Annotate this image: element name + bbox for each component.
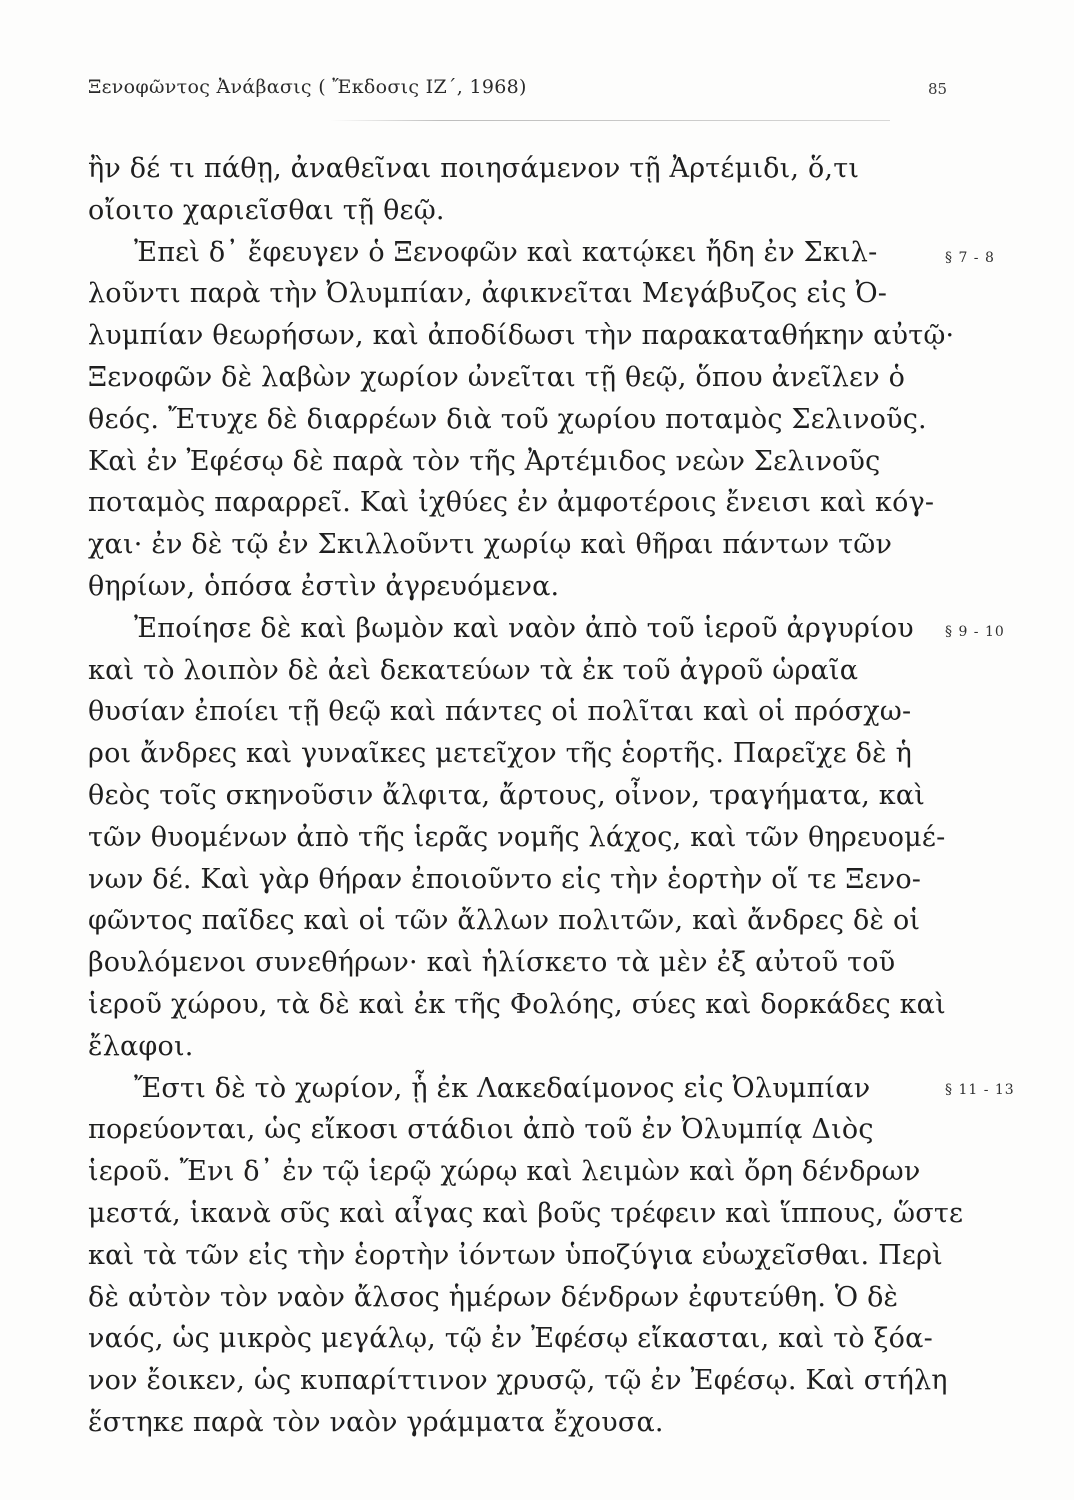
text-line: πορεύονται, ὡς εἴκοσι στάδιοι ἀπὸ τοῦ ἐν Ὀλυμπίᾳ Διὸς — [88, 1114, 874, 1146]
text-line: θηρίων, ὁπόσα ἐστὶν ἀγρευόμενα. — [88, 570, 560, 602]
text-line: ἢν δέ τι πάθῃ, ἀναθεῖναι ποιησάμενον τῇ Ἀρτέμιδι, ὅ,τι — [88, 153, 860, 184]
text-line: θυσίαν ἐποίει τῇ θεῷ καὶ πάντες οἱ πολῖται καὶ οἱ πρόσχω- — [88, 696, 912, 728]
text-line: μεστά, ἱκανὰ σῦς καὶ αἶγας καὶ βοῦς τρέφειν καὶ ἵππους, ὥστε — [88, 1197, 964, 1229]
text-line: λυμπίαν θεωρήσων, καὶ ἀποδίδωσι τὴν παρακαταθήκην αὐτῷ· — [88, 320, 955, 352]
text-line: οἴοιτο χαριεῖσθαι τῇ θεῷ. — [88, 194, 445, 226]
page-number: 85 — [928, 80, 948, 98]
text-line: ἱεροῦ. Ἔνι δ᾽ ἐν τῷ ἱερῷ χώρῳ καὶ λειμὼν καὶ ὄρη δένδρων — [88, 1156, 921, 1188]
text-line: Ἐποίησε δὲ καὶ βωμὸν καὶ ναὸν ἀπὸ τοῦ ἱεροῦ ἀργυρίου — [134, 612, 914, 644]
text-line: καὶ τὸ λοιπὸν δὲ ἀεὶ δεκατεύων τὰ ἐκ τοῦ ἀγροῦ ὡραῖα — [88, 654, 859, 686]
text-line: ἔλαφοι. — [88, 1030, 194, 1062]
body-text — [88, 148, 964, 1444]
text-line: λοῦντι παρὰ τὴν Ὀλυμπίαν, ἀφικνεῖται Μεγάβυζος εἰς Ὀ- — [88, 278, 888, 310]
text-line: νον ἔοικεν, ὡς κυπαρίττινον χρυσῷ, τῷ ἐν Ἐφέσῳ. Καὶ στήλη — [88, 1365, 948, 1397]
text-line: φῶντος παῖδες καὶ οἱ τῶν ἄλλων πολιτῶν, καὶ ἄνδρες δὲ οἱ — [88, 905, 921, 937]
running-title: Ξενοφῶντος Ἀνάβασις ( Ἔκδοσις ΙΖ΄, 1968) — [88, 76, 527, 98]
text-line: Καὶ ἐν Ἐφέσῳ δὲ παρὰ τὸν τῆς Ἀρτέμιδος νεὼν Σελινοῦς — [88, 445, 881, 477]
text-line: ναός, ὡς μικρὸς μεγάλῳ, τῷ ἐν Ἐφέσῳ εἴκασται, καὶ τὸ ξόα- — [88, 1323, 933, 1355]
text-line: τῶν θυομένων ἀπὸ τῆς ἱερᾶς νομῆς λάχος, καὶ τῶν θηρευομέ- — [88, 821, 946, 853]
text-line: βουλόμενοι συνεθήρων· καὶ ἡλίσκετο τὰ μὲν ἐξ αὐτοῦ τοῦ — [88, 947, 896, 979]
text-line: ἱεροῦ χώρου, τὰ δὲ καὶ ἐκ τῆς Φολόης, σύες καὶ δορκάδες καὶ — [88, 988, 946, 1020]
text-line: ροι ἄνδρες καὶ γυναῖκες μετεῖχον τῆς ἑορτῆς. Παρεῖχε δὲ ἡ — [88, 738, 912, 770]
text-line: νων δέ. Καὶ γὰρ θήραν ἐποιοῦντο εἰς τὴν ἑορτὴν οἵ τε Ξενο- — [88, 863, 922, 895]
margin-section-note: § 9 - 10 — [945, 624, 1005, 640]
text-line: Ἔστι δὲ τὸ χωρίον, ᾗ ἐκ Λακεδαίμονος εἰς Ὀλυμπίαν — [134, 1072, 871, 1104]
text-line: καὶ τὰ τῶν εἰς τὴν ἑορτὴν ἰόντων ὑποζύγια εὐωχεῖσθαι. Περὶ — [88, 1239, 943, 1271]
text-line: ποταμὸς παραρρεῖ. Καὶ ἰχθύες ἐν ἀμφοτέροις ἔνεισι καὶ κόγ- — [88, 487, 935, 519]
text-line: ἕστηκε παρὰ τὸν ναὸν γράμματα ἔχουσα. — [88, 1406, 664, 1438]
text-line: θεός. Ἔτυχε δὲ διαρρέων διὰ τοῦ χωρίου ποταμὸς Σελινοῦς. — [88, 403, 927, 435]
text-line: θεὸς τοῖς σκηνοῦσιν ἄλφιτα, ἄρτους, οἶνον, τραγήματα, καὶ — [88, 779, 926, 811]
text-line: δὲ αὐτὸν τὸν ναὸν ἄλσος ἡμέρων δένδρων ἐφυτεύθη. Ὁ δὲ — [88, 1281, 899, 1313]
margin-section-note: § 7 - 8 — [945, 250, 995, 266]
margin-section-note: § 11 - 13 — [945, 1082, 1015, 1098]
header-rule — [330, 120, 890, 121]
text-line: χαι· ἐν δὲ τῷ ἐν Σκιλλοῦντι χωρίῳ καὶ θῆραι πάντων τῶν — [88, 529, 893, 561]
text-line: Ξενοφῶν δὲ λαβὼν χωρίον ὠνεῖται τῇ θεῷ, ὅπου ἀνεῖλεν ὁ — [88, 361, 906, 393]
text-line: Ἐπεὶ δ᾽ ἔφευγεν ὁ Ξενοφῶν καὶ κατῴκει ἤδη ἐν Σκιλ- — [134, 236, 878, 268]
